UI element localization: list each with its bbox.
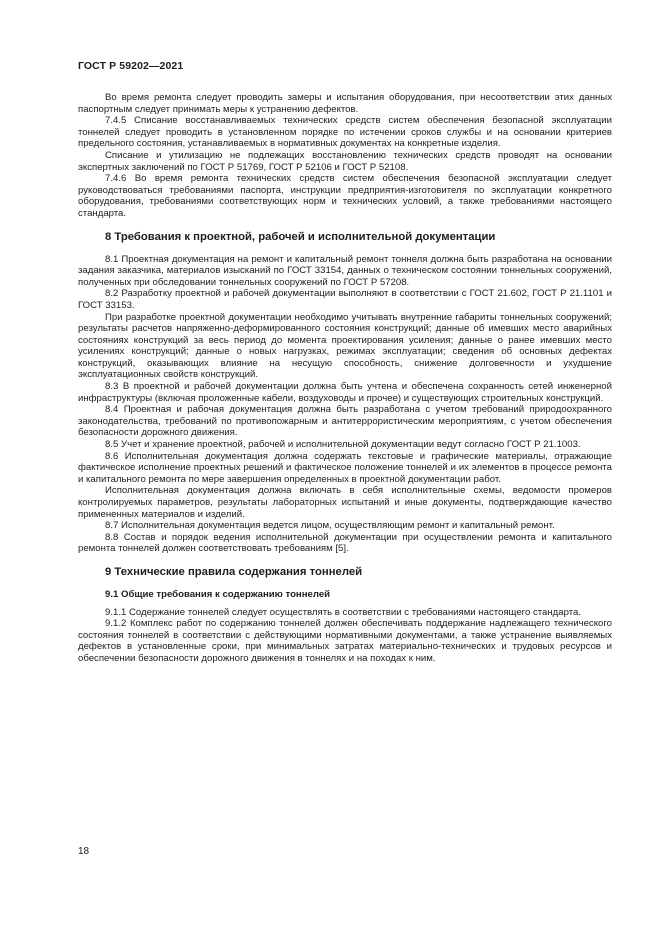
paragraph: 9.1.1 Содержание тоннелей следует осуществлять в соответствии с требованиями настоящего стандарта. <box>105 606 582 618</box>
paragraph: 8.4 Проектная и рабочая документация должна быть разработана с учетом требований природоохранного законодательства, требований по противопожарным и антитеррористическим мероприятиям, с учетом обеспечения безопасности дорожного движения. <box>78 404 612 439</box>
paragraph: 7.4.6 Во время ремонта технических средств систем обеспечения безопасной эксплуатации следует руководствоваться требованиями паспорта, инструкции предприятия-изготовителя по эксплуатации конкретного оборудования, требованиями соответствующих норм и технических условий, а также требованиями настоящего стандарта. <box>78 173 612 219</box>
paragraph: 8.8 Состав и порядок ведения исполнительной документации при осуществлении ремонта и капитального ремонта тоннелей должен соответствовать требованиям [5]. <box>78 531 612 555</box>
paragraph: 8.5 Учет и хранение проектной, рабочей и исполнительной документации ведут согласно ГОСТ Р 21.1003. <box>105 439 581 451</box>
paragraph: 8.2 Разработку проектной и рабочей документации выполняют в соответствии с ГОСТ 21.602, ГОСТ Р 21.1101 и ГОСТ 33153. <box>78 288 612 311</box>
paragraph: 8.7 Исполнительная документация ведется лицом, осуществляющим ремонт и капитальный ремонт. <box>105 520 555 532</box>
subsection-9-1-heading: 9.1 Общие требования к содержанию тоннелей <box>105 588 331 600</box>
paragraph: Во время ремонта следует проводить замеры и испытания оборудования, при несоответствии этих данных паспортным следует принимать меры к устранению дефектов. <box>78 92 612 115</box>
document-body <box>78 92 612 665</box>
section-9-heading: 9 Технические правила содержания тоннелей <box>105 565 363 578</box>
paragraph: Списание и утилизацию не подлежащих восстановлению технических средств проводят на основании экспертных заключений по ГОСТ Р 51769, ГОСТ Р 52106 и ГОСТ Р 52108. <box>78 149 612 173</box>
paragraph: При разработке проектной документации необходимо учитывать внутренние габариты тоннельных сооружений; результаты расчетов напряженно-деформированного состояния конструкций; данные об имевших место аварийных состояниях конструкций за весь период до момента проектирования усиления; данные о ранее имевших место усилениях конструкций; данные о новых нагрузках, режимах эксплуатации; сведения об основных дефектах конструкций, оказывающих влияние на несущую способность, снижение долговечности и ухудшение эксплуатационных свойств конструкций. <box>78 311 612 381</box>
paragraph: 9.1.2 Комплекс работ по содержанию тоннелей должен обеспечивать поддержание надлежащего технического состояния тоннелей в соответствии с действующими нормативными документами, а также устранение выявляемых дефектов в установленные сроки, при минимальных затратах материально-технических и трудовых ресурсов и обеспечении безопасности дорожного движения в тоннелях и на походах к ним. <box>78 618 612 664</box>
paragraph: 8.1 Проектная документация на ремонт и капитальный ремонт тоннеля должна быть разработана на основании задания заказчика, материалов изысканий по ГОСТ 33154, данных о техническом состоянии тоннельных сооружений, полученных при обследовании тоннельных сооружений по ГОСТ Р 57208. <box>78 253 612 288</box>
paragraph: 7.4.5 Списание восстанавливаемых технических средств систем обеспечения безопасной эксплуатации тоннелей следует проводить в установленном порядке по истечении сроков службы и на основании критериев предельного состояния, устанавливаемых в нормативных документах на конкретные изделия. <box>78 115 612 150</box>
paragraph: 8.3 В проектной и рабочей документации должна быть учтена и обеспечена сохранность сетей инженерной инфраструктуры (включая проложенные кабели, воздуховоды и прочее) и существующих строительных конструкций. <box>78 381 612 404</box>
page-number: 18 <box>78 846 90 857</box>
standard-code-header: ГОСТ Р 59202—2021 <box>78 60 184 72</box>
paragraph: 8.6 Исполнительная документация должна содержать текстовые и графические материалы, отражающие фактическое исполнение проектных решений и фактическое положение тоннелей и их элементов в процессе ремонта и капитального ремонта по мере завершения определенных в проектной документации работ. <box>78 450 612 485</box>
paragraph: Исполнительная документация должна включать в себя исполнительные схемы, ведомости промеров контролируемых параметров, результаты лабораторных испытаний и иные документы, подтверждающие качество примененных материалов и изделий. <box>78 485 612 520</box>
section-8-heading: 8 Требования к проектной, рабочей и исполнительной документации <box>105 230 496 243</box>
